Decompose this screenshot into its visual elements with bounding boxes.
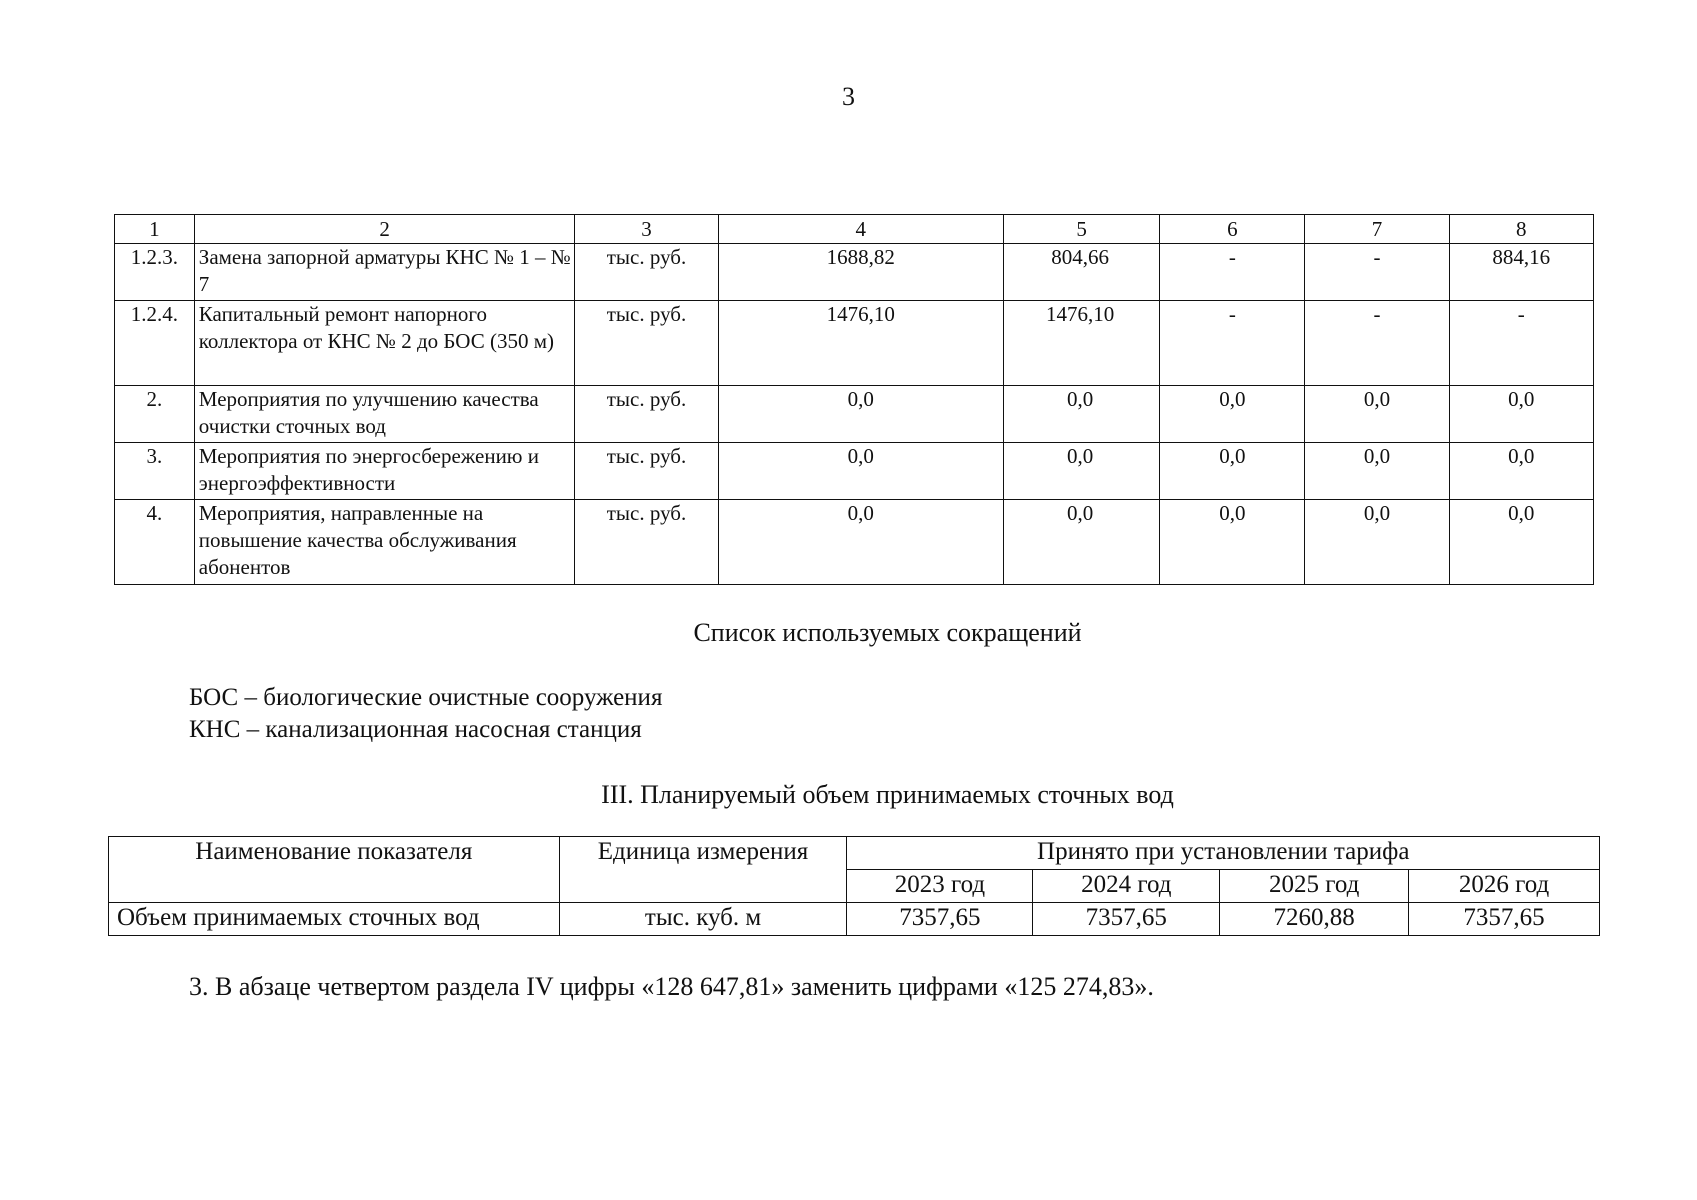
column-group-header: Принято при установлении тарифа	[847, 837, 1600, 870]
wastewater-volume-table	[108, 836, 1600, 936]
row-value: 0,0	[1003, 500, 1159, 585]
row-value: 0,0	[1449, 500, 1593, 585]
row-unit: тыс. руб.	[575, 386, 718, 443]
table-row	[115, 386, 1594, 443]
row-value: -	[1449, 301, 1593, 386]
header-cell: 2	[194, 215, 575, 244]
column-header: Единица измерения	[559, 837, 847, 903]
row-value: 0,0	[718, 443, 1003, 500]
row-value: 0,0	[718, 500, 1003, 585]
header-cell: 7	[1305, 215, 1449, 244]
abbreviation-item: КНС – канализационная насосная станция	[189, 716, 642, 743]
row-unit: тыс. руб.	[575, 500, 718, 585]
row-number: 2.	[115, 386, 195, 443]
table-header-row	[115, 215, 1594, 244]
row-value: 804,66	[1003, 244, 1159, 301]
row-value: 7260,88	[1220, 903, 1409, 936]
row-number: 1.2.4.	[115, 301, 195, 386]
header-cell: 6	[1160, 215, 1305, 244]
row-number: 1.2.3.	[115, 244, 195, 301]
row-unit: тыс. куб. м	[559, 903, 847, 936]
row-value: 0,0	[1160, 500, 1305, 585]
row-unit: тыс. руб.	[575, 443, 718, 500]
row-value: 0,0	[1449, 386, 1593, 443]
row-name: Мероприятия по энергосбережению и энергоэффективности	[194, 443, 575, 500]
row-value: 7357,65	[1033, 903, 1220, 936]
amendment-paragraph: 3. В абзаце четвертом раздела IV цифры «128 647,81» заменить цифрами «125 274,83».	[189, 972, 1154, 1001]
row-name: Капитальный ремонт напорного коллектора от КНС № 2 до БОС (350 м)	[194, 301, 575, 386]
row-value: 0,0	[1305, 500, 1449, 585]
row-unit: тыс. руб.	[575, 301, 718, 386]
header-cell: 8	[1449, 215, 1593, 244]
row-value: 0,0	[1003, 386, 1159, 443]
column-header: Наименование показателя	[109, 837, 560, 903]
year-header: 2024 год	[1033, 870, 1220, 903]
row-value: 1688,82	[718, 244, 1003, 301]
row-name: Мероприятия по улучшению качества очистки сточных вод	[194, 386, 575, 443]
year-header: 2026 год	[1409, 870, 1600, 903]
row-value: 1476,10	[1003, 301, 1159, 386]
table-header-row	[109, 837, 1600, 870]
table-row	[115, 500, 1594, 585]
header-cell: 1	[115, 215, 195, 244]
header-cell: 3	[575, 215, 718, 244]
row-number: 3.	[115, 443, 195, 500]
table-row	[115, 244, 1594, 301]
section-title: III. Планируемый объем принимаемых сточных вод	[601, 780, 1174, 809]
row-name: Мероприятия, направленные на повышение качества обслуживания абонентов	[194, 500, 575, 585]
page-number: 3	[842, 82, 855, 111]
row-value: 0,0	[1305, 443, 1449, 500]
table-row	[109, 903, 1600, 936]
row-number: 4.	[115, 500, 195, 585]
header-cell: 5	[1003, 215, 1159, 244]
row-value: -	[1305, 244, 1449, 301]
header-cell: 4	[718, 215, 1003, 244]
row-value: 0,0	[1003, 443, 1159, 500]
abbreviation-item: БОС – биологические очистные сооружения	[189, 684, 663, 711]
table-row	[115, 443, 1594, 500]
row-value: 0,0	[1449, 443, 1593, 500]
row-value: 7357,65	[847, 903, 1033, 936]
year-header: 2025 год	[1220, 870, 1409, 903]
row-name: Замена запорной арматуры КНС № 1 – № 7	[194, 244, 575, 301]
row-value: 7357,65	[1409, 903, 1600, 936]
row-value: -	[1160, 244, 1305, 301]
row-value: 884,16	[1449, 244, 1593, 301]
row-name: Объем принимаемых сточных вод	[109, 903, 560, 936]
year-header: 2023 год	[847, 870, 1033, 903]
abbreviations-title: Список используемых сокращений	[693, 618, 1082, 647]
row-value: -	[1305, 301, 1449, 386]
row-value: 1476,10	[718, 301, 1003, 386]
table-row	[115, 301, 1594, 386]
row-value: 0,0	[718, 386, 1003, 443]
row-value: 0,0	[1160, 443, 1305, 500]
row-value: 0,0	[1160, 386, 1305, 443]
row-value: -	[1160, 301, 1305, 386]
row-unit: тыс. руб.	[575, 244, 718, 301]
measures-table	[114, 214, 1594, 585]
row-value: 0,0	[1305, 386, 1449, 443]
